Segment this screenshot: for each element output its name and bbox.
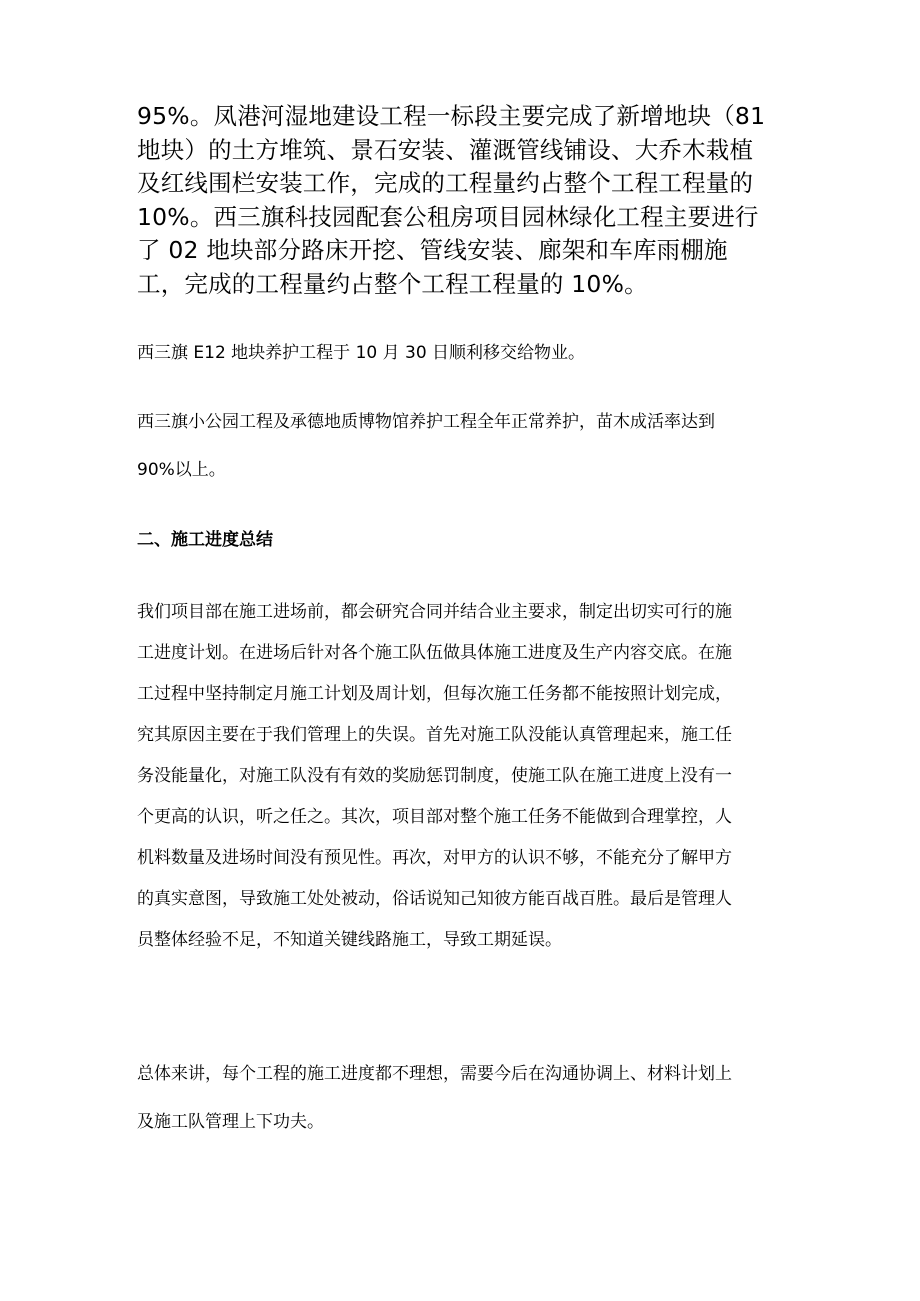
text-line: 10%。西三旗科技园配套公租房项目园林绿化工程主要进行 [137, 202, 759, 231]
text-line: 及施工队管理上下功夫。 [137, 1112, 324, 1132]
lead-paragraph [137, 100, 787, 301]
paragraph-e12-handover [137, 334, 787, 372]
text-line: 机料数量及进场时间没有预见性。再次，对甲方的认识不够，不能充分了解甲方 [137, 848, 732, 868]
text-line: 工，完成的工程量约占整个工程工程量的 10%。 [137, 269, 648, 298]
text-line: 地块）的土方堆筑、景石安装、灌溉管线铺设、大乔木栽植 [137, 135, 754, 164]
text-line: 95%。凤港河湿地建设工程一标段主要完成了新增地块（81 [137, 102, 766, 130]
text-line: 员整体经验不足，不知道关键线路施工，导致工期延误。 [137, 930, 562, 950]
section-heading: 二、施工进度总结 [137, 530, 273, 550]
text-line: 90%以上。 [137, 460, 226, 480]
text-line: 个更高的认识，听之任之。其次，项目部对整个施工任务不能做到合理掌控，人 [137, 807, 732, 827]
paragraph-progress-summary [137, 592, 787, 961]
paragraph-park-maintenance [137, 403, 787, 489]
text-line: 西三旗小公园工程及承德地质博物馆养护工程全年正常养护，苗木成活率达到 [137, 412, 715, 432]
text-line: 了 02 地块部分路床开挖、管线安装、廊架和车库雨棚施 [137, 236, 728, 264]
text-line: 总体来讲，每个工程的施工进度都不理想，需要今后在沟通协调上、材料计划上 [137, 1064, 732, 1084]
text-line: 究其原因主要在于我们管理上的失误。首先对施工队没能认真管理起来，施工任 [137, 725, 732, 745]
text-line: 及红线围栏安装工作，完成的工程量约占整个工程工程量的 [137, 169, 754, 197]
text-line: 工进度计划。在进场后针对各个施工队伍做具体施工进度及生产内容交底。在施 [137, 643, 732, 663]
text-line: 的真实意图，导致施工处处被动，俗话说知己知彼方能百战百胜。最后是管理人 [137, 889, 732, 909]
paragraph-overall-summary [137, 1050, 787, 1146]
text-line: 务没能量化，对施工队没有有效的奖励惩罚制度，使施工队在施工进度上没有一 [137, 766, 732, 786]
text-line: 西三旗 E12 地块养护工程于 10 月 30 日顺利移交给物业。 [137, 343, 586, 363]
text-line: 我们项目部在施工进场前，都会研究合同并结合业主要求，制定出切实可行的施 [137, 602, 732, 622]
text-line: 工过程中坚持制定月施工计划及周计划，但每次施工任务都不能按照计划完成， [137, 684, 732, 704]
